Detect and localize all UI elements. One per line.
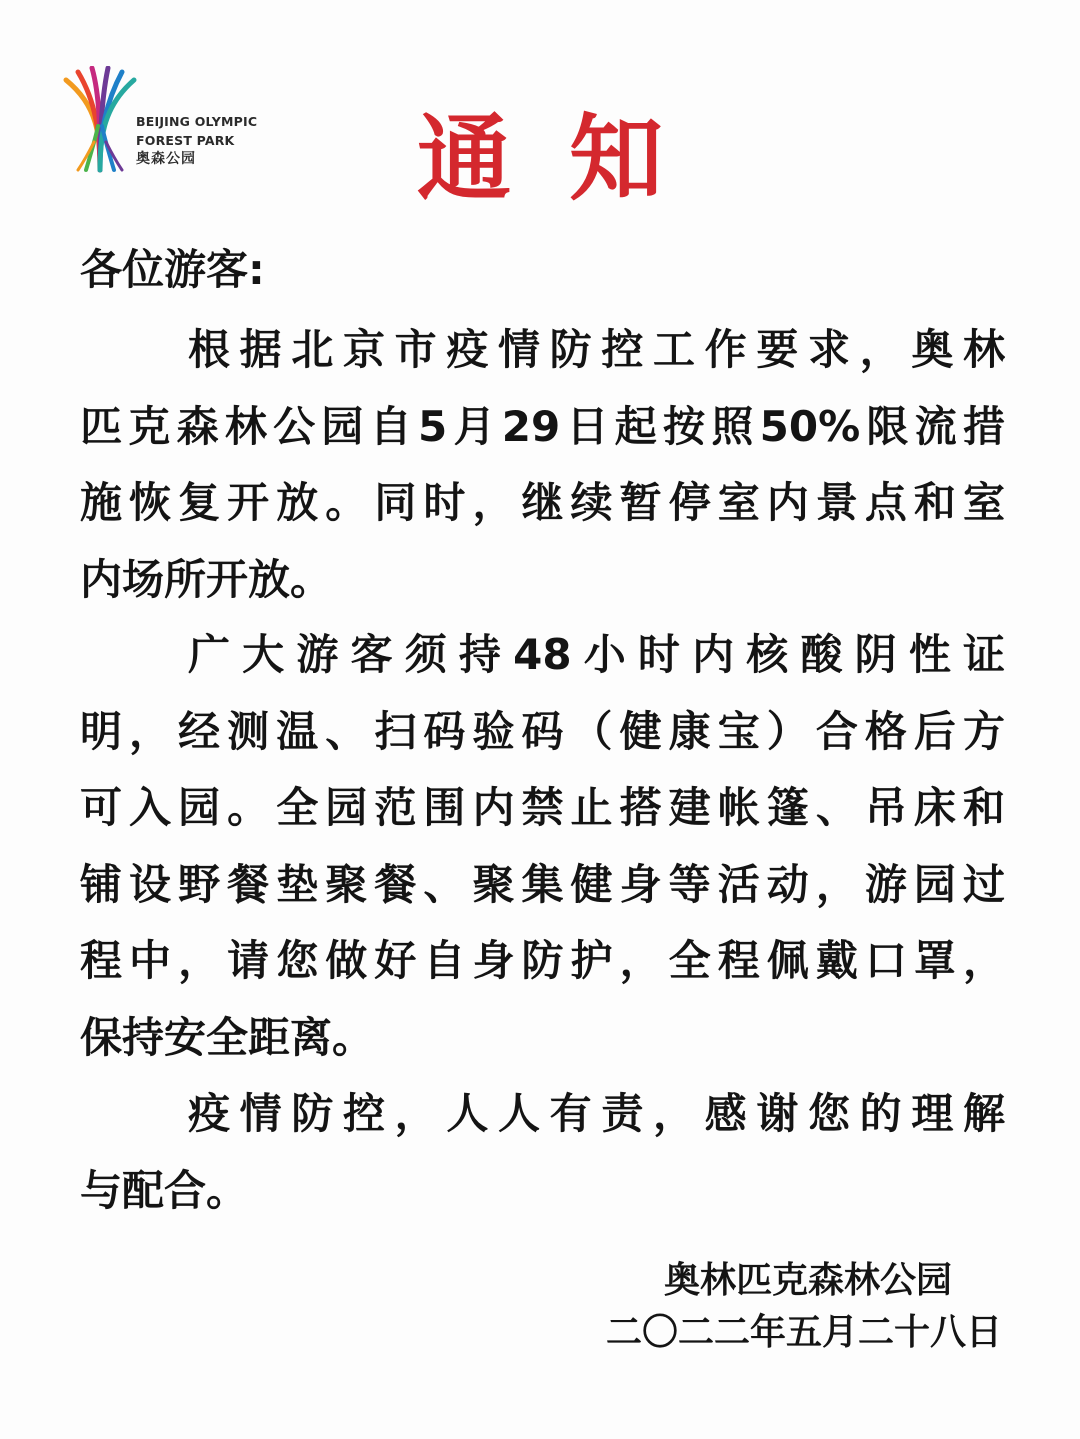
paragraph-line: 保持安全距离。 xyxy=(80,1012,375,1062)
paragraph-line: 广大游客须持48小时内核酸阴性证 xyxy=(188,630,1005,679)
signature-date: 二〇二二年五月二十八日 xyxy=(605,1312,1002,1353)
logo-line-2: FOREST PARK xyxy=(136,133,235,148)
paragraph-line: 内场所开放。 xyxy=(80,554,333,604)
paragraph-line: 匹克森林公园自5月29日起按照50%限流措 xyxy=(80,401,1005,451)
paragraph-line: 疫情防控，人人有责，感谢您的理解 xyxy=(188,1089,1005,1138)
paragraph-2 xyxy=(80,617,1005,1076)
notice-title: 通知 xyxy=(416,105,721,214)
logo-line-1: BEIJING OLYMPIC xyxy=(136,114,258,129)
paragraph-1 xyxy=(80,312,1005,618)
paragraph-line: 铺设野餐垫聚餐、聚集健身等活动，游园过 xyxy=(80,859,1005,909)
paragraph-3 xyxy=(80,1076,1005,1229)
paragraph-line: 与配合。 xyxy=(80,1165,249,1215)
signature-organization: 奥林匹克森林公园 xyxy=(663,1260,952,1301)
paragraph-line: 施恢复开放。同时，继续暂停室内景点和室 xyxy=(80,478,1005,527)
logo-line-3: 奥森公园 xyxy=(136,151,196,167)
greeting: 各位游客: xyxy=(80,245,265,294)
paragraph-line: 可入园。全园范围内禁止搭建帐篷、吊床和 xyxy=(80,783,1005,832)
signature-block xyxy=(606,1255,1002,1359)
paragraph-line: 明，经测温、扫码验码（健康宝）合格后方 xyxy=(80,706,1005,756)
paragraph-line: 根据北京市疫情防控工作要求，奥林 xyxy=(188,325,1005,374)
paragraph-line: 程中，请您做好自身防护，全程佩戴口罩， xyxy=(80,936,1005,985)
